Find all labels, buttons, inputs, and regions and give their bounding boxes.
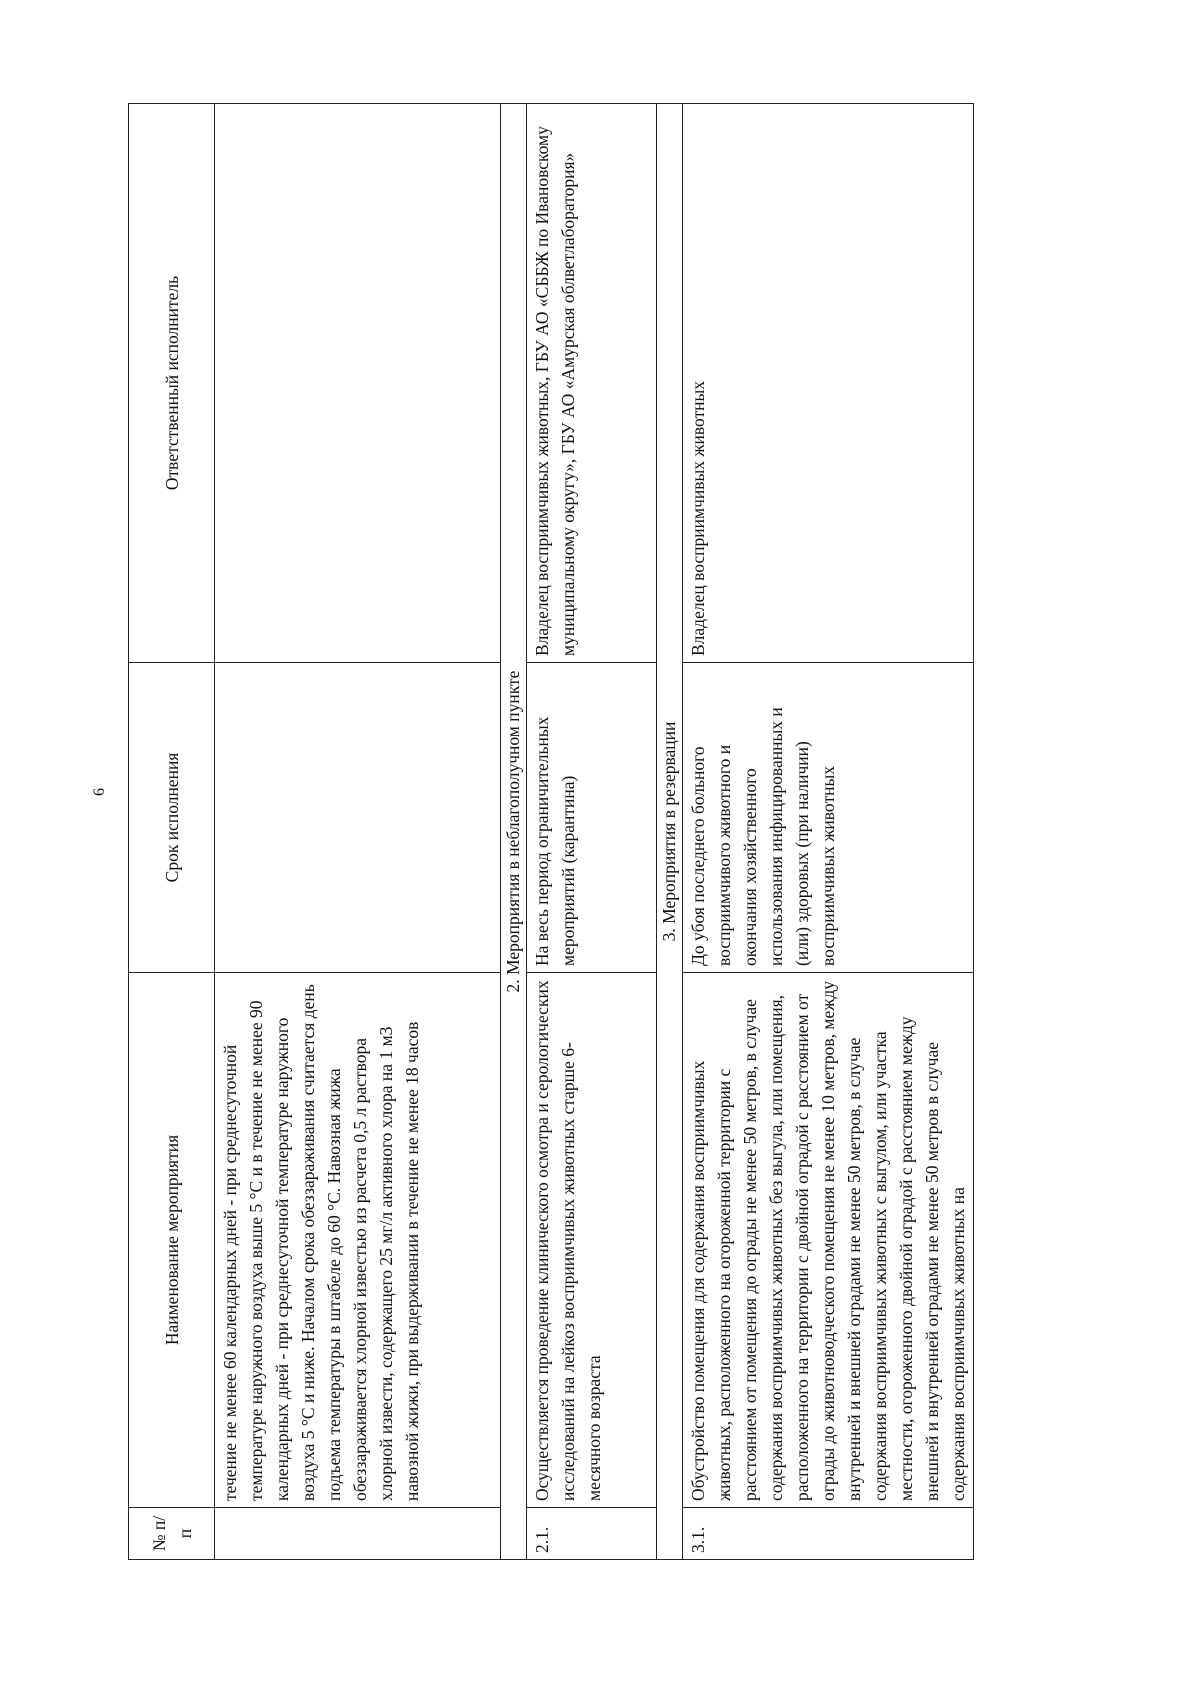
cell-num: 2.1. <box>527 1508 657 1560</box>
measures-table <box>128 103 974 1560</box>
table-row <box>215 103 501 1559</box>
header-resp: Ответственный исполнитель <box>129 103 215 662</box>
section-row <box>657 103 683 1559</box>
table-row <box>527 103 657 1559</box>
cell-num: 3.1. <box>683 1508 974 1560</box>
cell-name: течение не менее 60 календарных дней - при среднесуточной температуре наружного воздуха выше 5 °С и в течение не менее 90 календарных дней - при среднесуточной температуре наружного воздуха 5 °С и ниже. Началом срока обеззараживания считается день подъема температуры в штабеле до 60 °С. Навозная жижа обеззараживается хлорной известью из расчета 0,5 л раствора хлорной извести, содержащего 25 мг/л активного хлора на 1 м3 навозной жижи, при выдерживании в течение не менее 18 часов <box>215 973 501 1508</box>
cell-term: До убоя последнего больного восприимчивого животного и окончания хозяйственного использования инфицированных и (или) здоровых (при наличии) восприимчивых животных <box>683 663 974 973</box>
cell-num <box>215 1508 501 1560</box>
section-title: 2. Мероприятия в неблагополучном пункте <box>501 103 527 1559</box>
header-row <box>129 103 215 1559</box>
cell-resp: Владелец восприимчивых животных <box>683 103 974 662</box>
rotated-table-container <box>128 104 968 1560</box>
header-name: Наименование мероприятия <box>129 973 215 1508</box>
cell-term: На весь период ограничительных мероприятий (карантина) <box>527 663 657 973</box>
section-title: 3. Мероприятия в резервации <box>657 103 683 1559</box>
cell-name: Осуществляется проведение клинического осмотра и серологических исследований на лейкоз восприимчивых животных старше 6-месячного возраста <box>527 973 657 1508</box>
cell-name: Обустройство помещения для содержания восприимчивых животных, расположенного на огороженной территории с расстоянием от помещения до ограды не менее 50 метров, в случае содержания восприимчивых животных без выгула, или помещения, расположенного на территории с двойной оградой с расстоянием от ограды до животноводческого помещения не менее 10 метров, между внутренней и внешней оградами не менее 50 метров, в случае содержания восприимчивых животных с выгулом, или участка местности, огороженного двойной оградой с расстоянием между внешней и внутренней оградами не менее 50 метров в случае содержания восприимчивых животных на <box>683 973 974 1508</box>
header-num: № п/п <box>129 1508 215 1560</box>
header-term: Срок исполнения <box>129 663 215 973</box>
table-row <box>683 103 974 1559</box>
cell-term <box>215 663 501 973</box>
cell-resp <box>215 103 501 662</box>
section-row <box>501 103 527 1559</box>
page-number: 6 <box>91 788 108 796</box>
cell-resp: Владелец восприимчивых животных, ГБУ АО «СББЖ по Ивановскому муниципальному округу», ГБУ АО «Амурская облветлаборатория» <box>527 103 657 662</box>
